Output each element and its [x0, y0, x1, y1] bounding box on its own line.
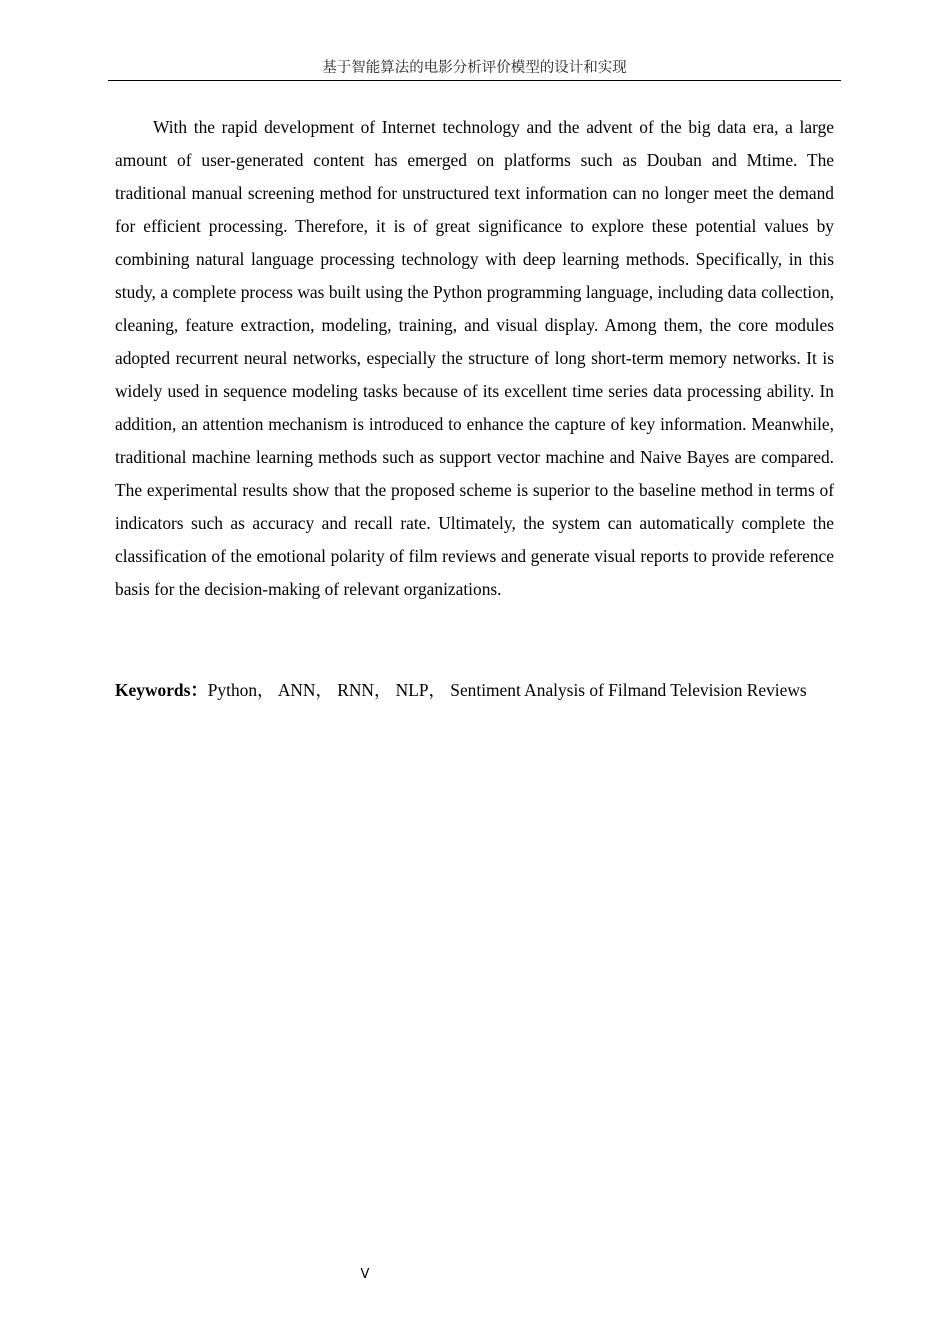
- keywords-text: Python， ANN， RNN， NLP， Sentiment Analysis of Filmand Television Reviews: [207, 680, 807, 700]
- abstract-paragraph: With the rapid development of Internet technology and the advent of the big data era, a large amount of user-generated content has emerged on platforms such as Douban and Mtime. The traditional manual screening method for unstructured text information can no longer meet the demand for efficient processing. Therefore, it is of great significance to explore these potential values by combining natural language processing technology with deep learning methods. Specifically, in this study, a complete process was built using the Python programming language, including data collection, cleaning, feature extraction, modeling, training, and visual display. Among them, the core modules adopted recurrent neural networks, especially the structure of long short-term memory networks. It is widely used in sequence modeling tasks because of its excellent time series data processing ability. In addition, an attention mechanism is introduced to enhance the capture of key information. Meanwhile, traditional machine learning methods such as support vector machine and Naive Bayes are compared. The experimental results show that the proposed scheme is superior to the baseline method in terms of indicators such as accuracy and recall rate. Ultimately, the system can automatically complete the classification of the emotional polarity of film reviews and generate visual reports to provide reference basis for the decision-making of relevant organizations.: [115, 117, 834, 599]
- page-number: V: [360, 1267, 370, 1282]
- header-title: 基于智能算法的电影分析评价模型的设计和实现: [322, 60, 627, 76]
- keywords-label: Keywords：: [115, 680, 208, 700]
- keywords-line: [115, 674, 834, 707]
- page-header: [108, 58, 841, 81]
